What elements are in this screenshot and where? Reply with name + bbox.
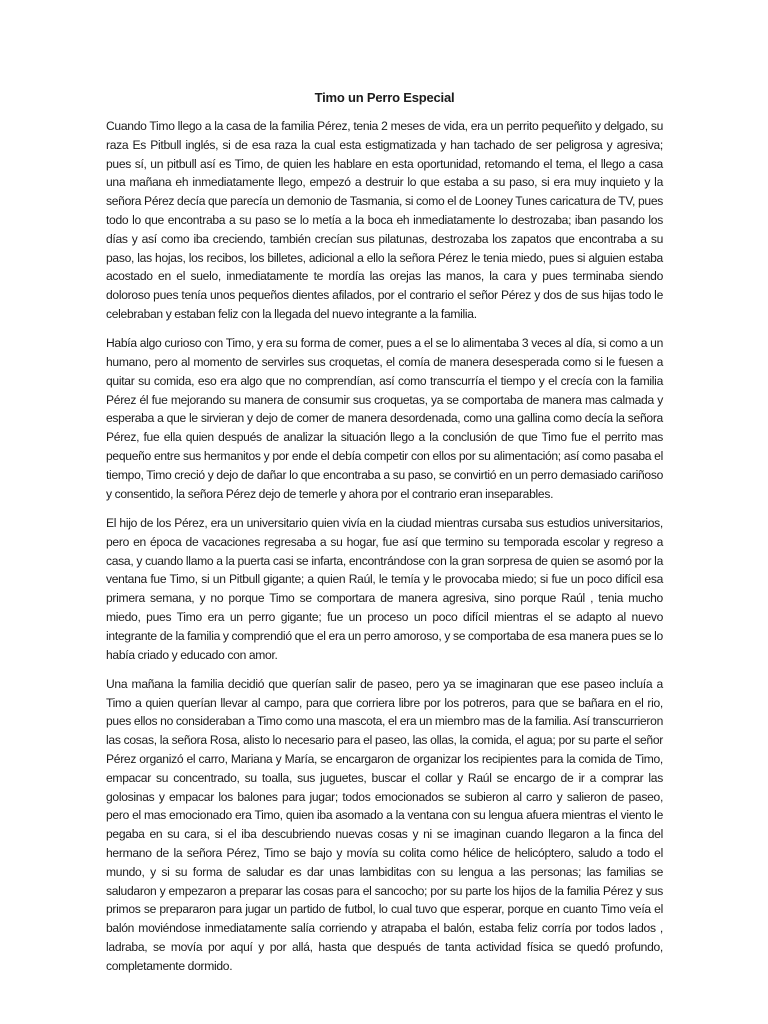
- paragraph-son: El hijo de los Pérez, era un universitario quien vivía en la ciudad mientras cursaba sus estudios universitarios, pero en época de vacaciones regresaba a su hogar, fue así que termino su temporada escolar y regreso a casa, y cuando llamo a la puerta casi se infarta, encontrándose con la gran sorpresa de quien se asomó por la ventana fue Timo, si un Pitbull gigante; a quien Raúl, le temía y le provocaba miedo; si fue un poco difícil esa primera semana, y no porque Timo se comportara de manera agresiva, sino porque Raúl , tenia mucho miedo, pues Timo era un perro gigante; fue un proceso un poco difícil mientras el se adapto al nuevo integrante de la familia y comprendió que el era un perro amoroso, y se comportaba de esa manera pues se lo había criado y educado con amor.: [106, 515, 663, 662]
- paragraph-eating: Había algo curioso con Timo, y era su forma de comer, pues a el se lo alimentaba 3 veces al día, si como a un humano, pero al momento de servirles sus croquetas, el comía de manera desesperada como si le fuesen a quitar su comida, eso era algo que no comprendían, así como transcurría el tiempo y el crecía con la familia Pérez él fue mejorando su manera de consumir sus croquetas, ya se comportaba de manera mas calmada y esperaba a que le sirvieran y dejo de comer de manera desordenada, como una gallina como decía la señora Pérez, fue ella quien después de analizar la situación llego a la conclusión de que Timo fue el perrito mas pequeño entre sus hermanitos y por ende el debía competir con ellos por su alimentación; así como pasaba el tiempo, Timo creció y dejo de dañar lo que encontraba a su paso, se convirtió en un perro demasiado cariñoso y consentido, la señora Pérez dejo de temerle y ahora por el contrario eran inseparables.: [106, 336, 663, 501]
- document-title: Timo un Perro Especial: [314, 90, 455, 105]
- paragraph-trip: Una mañana la familia decidió que querían salir de paseo, pero ya se imaginaran que ese paseo incluía a Timo a quien querían llevar al campo, para que corriera libre por los potreros, para que se bañara en el rio, pues ellos no consideraban a Timo como una mascota, el era un miembro mas de la familia. Así transcurrieron las cosas, la señora Rosa, alisto lo necesario para el paseo, las ollas, la comida, el agua; por su parte el señor Pérez organizó el carro, Mariana y María, se encargaron de organizar los recipientes para la comida de Timo, empacar su concentrado, su toalla, sus juguetes, buscar el collar y Raúl se encargo de ir a comprar las golosinas y empacar los balones para jugar; todos emocionados se subieron al carro y salieron de paseo, pero el mas emocionado era Timo, quien iba asomado a la ventana con su lengua afuera mientras el viento le pegaba en su cara, si el iba descubriendo nuevas cosas y ni se imaginan cuando llegaron a la finca del hermano de la señora Pérez, Timo se bajo y movía su colita como hélice de helicóptero, saludo a todo el mundo, y si su forma de saludar es dar unas lambiditas con su lengua a las personas; las familias se saludaron y empezaron a preparar las cosas para el sancocho; por su parte los hijos de la familia Pérez y sus primos se prepararon para jugar un partido de futbol, lo cual tuvo que esperar, porque en cuanto Timo veía el balón moviéndose inmediatamente salía corriendo y atrapaba el balón, estaba feliz corría por todos lados , ladraba, se movía por aquí y por allá, hasta que después de tanta actividad física se quedó profundo, completamente dormido.: [106, 676, 663, 973]
- paragraph-arrival: Cuando Timo llego a la casa de la familia Pérez, tenia 2 meses de vida, era un perrito pequeñito y delgado, su raza Es Pitbull inglés, si de esa raza la cual esta estigmatizada y han tachado de ser peligrosa y agresiva; pues sí, un pitbull así es Timo, de quien les hablare en esta oportunidad, retomando el tema, el llego a casa una mañana eh inmediatamente llego, empezó a destruir lo que estaba a su paso, si era muy inquieto y la señora Pérez decía que parecía un demonio de Tasmania, si como el de Looney Tunes caricatura de TV, pues todo lo que encontraba a su paso se lo metía a la boca eh inmediatamente lo destrozaba; iban pasando los días y así como iba creciendo, también crecían sus pilatunas, destrozaba los zapatos que encontraba a su paso, las hojas, los recibos, los billetes, adicional a ello la señora Pérez le tenia miedo, pues si alguien estaba acostado en el suelo, inmediatamente te mordía las orejas las manos, la cara y pues terminaba siendo doloroso pues tenía unos pequeños dientes afilados, por el contrario el señor Pérez y dos de sus hijas todo le celebraban y estaban feliz con la llegada del nuevo integrante a la familia.: [106, 119, 663, 321]
